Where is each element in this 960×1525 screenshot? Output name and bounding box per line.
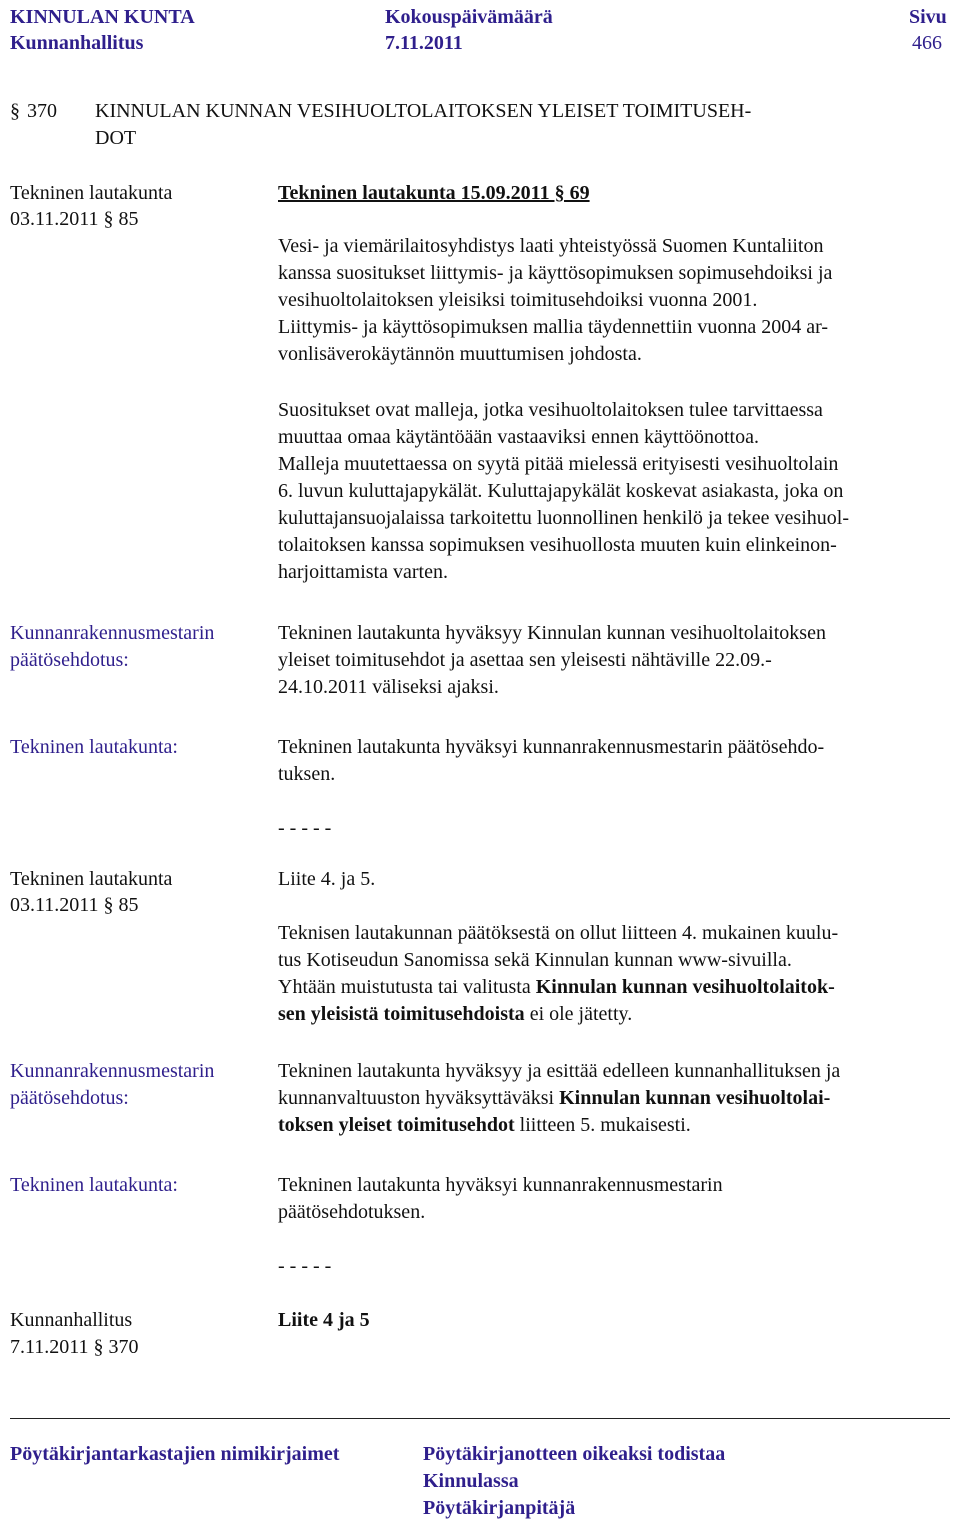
text-line: Yhtään muistutusta tai valitusta Kinnulan kunnan vesihuoltolaitok- bbox=[278, 976, 835, 998]
attachment-ref: Liite 4. ja 5. bbox=[278, 868, 376, 890]
text-line: muuttaa omaa käytäntöään vastaaviksi ennen käyttöönottoa. bbox=[278, 426, 759, 448]
ref-body: Tekninen lautakunta bbox=[10, 868, 173, 890]
attachment-ref: Liite 4 ja 5 bbox=[278, 1309, 370, 1331]
separator: - - - - - bbox=[278, 1255, 332, 1277]
paragraph-background-2 bbox=[278, 397, 950, 586]
decision-text bbox=[278, 1172, 950, 1226]
text-line: sen yleisistä toimitusehdoista ei ole jätetty. bbox=[278, 1003, 633, 1025]
text-line: Tekninen lautakunta hyväksyi kunnanrakennusmestarin bbox=[278, 1174, 723, 1196]
text-line: harjoittamista varten. bbox=[278, 561, 448, 583]
ref-date: 03.11.2011 § 85 bbox=[10, 208, 139, 230]
text-line: 6. luvun kuluttajapykälät. Kuluttajapykälät koskevat asiakasta, joka on bbox=[278, 480, 844, 502]
text-line: yleiset toimitusehdot ja asettaa sen yleisesti nähtäville 22.09.- bbox=[278, 649, 772, 671]
text-line: Liittymis- ja käyttösopimuksen mallia täydennettiin vuonna 2004 ar- bbox=[278, 316, 829, 338]
paragraph-background-1 bbox=[278, 233, 950, 368]
text-line: kunnanvaltuuston hyväksyttäväksi Kinnulan kunnan vesihuoltolai- bbox=[278, 1087, 831, 1109]
decision-label: Tekninen lautakunta: bbox=[10, 736, 178, 758]
text-line: vesihuoltolaitoksen yleisiksi toimitusehdoiksi vuonna 2001. bbox=[278, 289, 758, 311]
text-line: päätösehdotuksen. bbox=[278, 1201, 426, 1223]
text-line: Teknisen lautakunnan päätöksestä on ollut liitteen 4. mukainen kuulu- bbox=[278, 922, 839, 944]
ref-body: Kunnanhallitus bbox=[10, 1309, 133, 1331]
text-line: tuksen. bbox=[278, 763, 336, 785]
decision-label: Tekninen lautakunta: bbox=[10, 1174, 178, 1196]
page-number: 466 bbox=[912, 32, 942, 54]
proposal-label: Kunnanrakennusmestarin päätösehdotus: bbox=[10, 622, 215, 671]
text-line: kanssa suositukset liittymis- ja käyttösopimuksen sopimusehdoiksi ja bbox=[278, 262, 833, 284]
paragraph-notice bbox=[278, 920, 950, 1028]
proposal-text bbox=[278, 620, 950, 701]
text-line: tus Kotiseudun Sanomissa sekä Kinnulan kunnan www-sivuilla. bbox=[278, 949, 792, 971]
separator: - - - - - bbox=[278, 817, 332, 839]
text-line: 24.10.2011 väliseksi ajaksi. bbox=[278, 676, 499, 698]
meeting-date: 7.11.2011 bbox=[385, 32, 463, 54]
footer-certify-label: Pöytäkirjanotteen oikeaksi todistaa bbox=[423, 1443, 726, 1465]
text-line: toksen yleiset toimitusehdot liitteen 5. mukaisesti. bbox=[278, 1114, 691, 1136]
text-line: Tekninen lautakunta hyväksyy Kinnulan kunnan vesihuoltolaitoksen bbox=[278, 622, 826, 644]
ref-body: Tekninen lautakunta bbox=[10, 182, 173, 204]
proposal-text bbox=[278, 1058, 950, 1139]
text-line: Tekninen lautakunta hyväksyy ja esittää edelleen kunnanhallituksen ja bbox=[278, 1060, 841, 1082]
text-line: tolaitoksen kanssa sopimuksen vesihuollosta muuten kuin elinkeinon- bbox=[278, 534, 837, 556]
decision-text bbox=[278, 734, 950, 788]
prior-ref: Tekninen lautakunta 15.09.2011 § 69 bbox=[278, 182, 590, 204]
footer-secretary: Pöytäkirjanpitäjä bbox=[423, 1497, 576, 1519]
page-label: Sivu bbox=[909, 6, 947, 28]
item-title-line2: DOT bbox=[95, 127, 137, 149]
footer-divider bbox=[10, 1418, 950, 1419]
item-number: 370 bbox=[27, 100, 57, 122]
date-label: Kokouspäivämäärä bbox=[385, 6, 553, 28]
footer-initials-label: Pöytäkirjantarkastajien nimikirjaimet bbox=[10, 1443, 340, 1465]
text-line: Malleja muutettaessa on syytä pitää mielessä erityisesti vesihuoltolain bbox=[278, 453, 839, 475]
text-line: vonlisäverokäytännön muuttumisen johdosta. bbox=[278, 343, 642, 365]
footer-place: Kinnulassa bbox=[423, 1470, 519, 1492]
text-line: Vesi- ja viemärilaitosyhdistys laati yhteistyössä Suomen Kuntaliiton bbox=[278, 235, 824, 257]
proposal-label: Kunnanrakennusmestarin päätösehdotus: bbox=[10, 1060, 215, 1109]
text-line: kuluttajansuojalaissa tarkoitettu luonnollinen henkilö ja tekee vesihuol- bbox=[278, 507, 849, 529]
text-line: Tekninen lautakunta hyväksyi kunnanrakennusmestarin päätösehdo- bbox=[278, 736, 825, 758]
meeting-body: Kunnanhallitus bbox=[10, 32, 144, 54]
ref-date: 03.11.2011 § 85 bbox=[10, 894, 139, 916]
item-title-line1: KINNULAN KUNNAN VESIHUOLTOLAITOKSEN YLEISET TOIMITUSEH- bbox=[95, 100, 752, 122]
ref-date: 7.11.2011 § 370 bbox=[10, 1336, 139, 1358]
paragraph-mark-icon: § bbox=[10, 100, 20, 122]
text-line: Suositukset ovat malleja, jotka vesihuoltolaitoksen tulee tarvittaessa bbox=[278, 399, 823, 421]
org-name: KINNULAN KUNTA bbox=[10, 6, 195, 28]
